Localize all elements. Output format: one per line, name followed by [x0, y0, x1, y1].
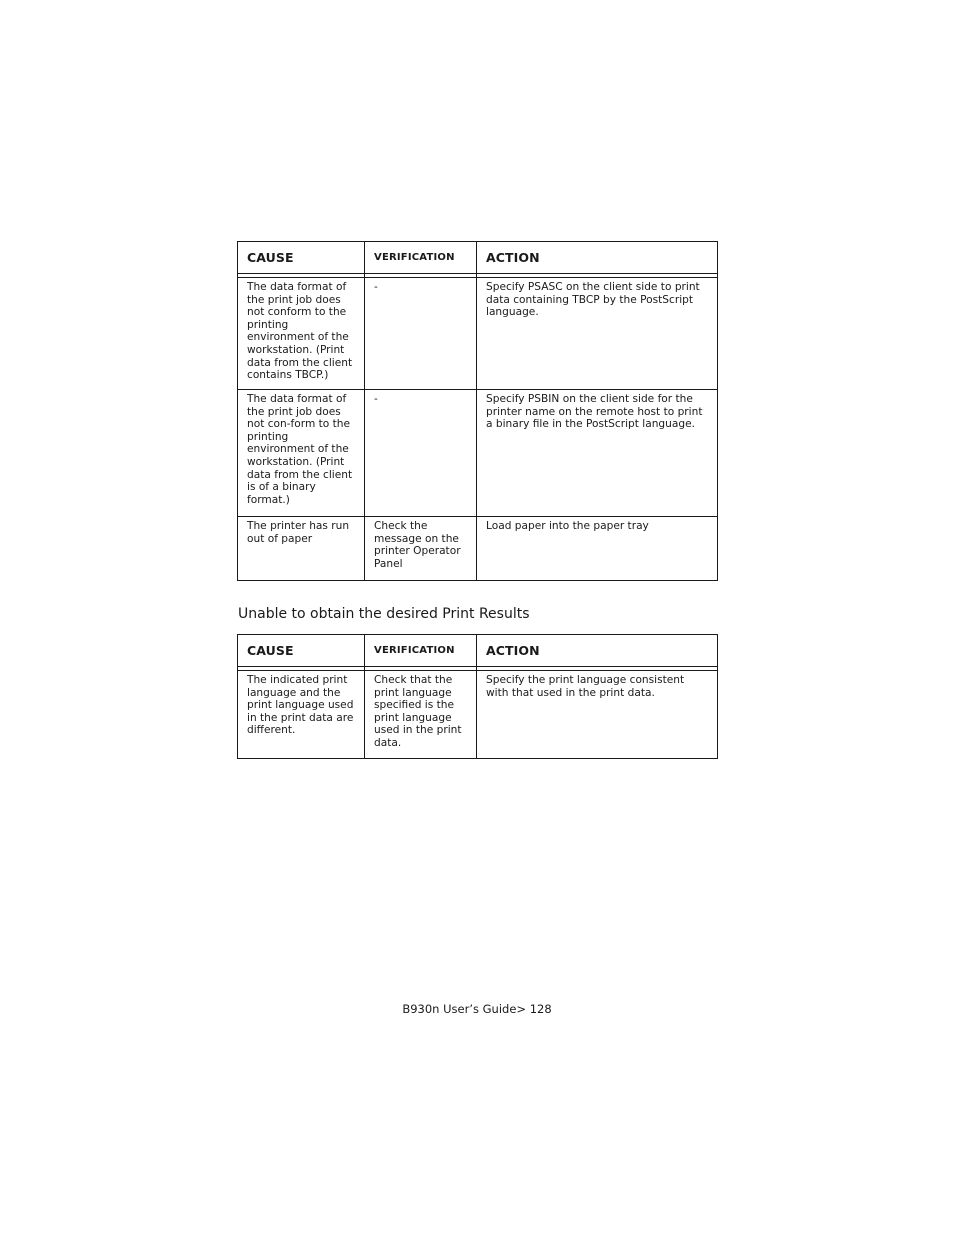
action-cell: Specify PSASC on the client side to print data containing TBCP by the PostScript language.: [477, 278, 718, 390]
verification-cell: -: [365, 278, 477, 390]
verification-cell: Check that the print language specified is the print language used in the print data.: [365, 671, 477, 759]
table-row: [238, 390, 718, 517]
action-cell: Specify PSBIN on the client side for the printer name on the remote host to print a binary file in the PostScript language.: [477, 390, 718, 517]
page-footer: B930n User’s Guide> 128: [402, 1002, 552, 1016]
verification-cell: Check the message on the printer Operator Panel: [365, 517, 477, 581]
table-header-row: [238, 635, 718, 667]
cause-cell: The data format of the print job does not conform to the printing environment of the workstation. (Print data from the client contains TBCP.): [238, 278, 365, 390]
column-header-action: ACTION: [477, 635, 718, 667]
column-header-cause: CAUSE: [238, 635, 365, 667]
table-row: [238, 517, 718, 581]
table-row: [238, 671, 718, 759]
action-cell: Load paper into the paper tray: [477, 517, 718, 581]
action-cell: Specify the print language consistent with that used in the print data.: [477, 671, 718, 759]
column-header-cause: CAUSE: [238, 242, 365, 274]
column-header-verification: VERIFICATION: [365, 242, 477, 274]
section-title: Unable to obtain the desired Print Results: [238, 606, 530, 622]
cause-cell: The printer has run out of paper: [238, 517, 365, 581]
troubleshooting-table-1: [237, 241, 718, 581]
column-header-verification: VERIFICATION: [365, 635, 477, 667]
table-row: [238, 278, 718, 390]
cause-cell: The data format of the print job does not con-form to the printing environment of the workstation. (Print data from the client is of a binary format.): [238, 390, 365, 517]
verification-cell: -: [365, 390, 477, 517]
troubleshooting-table-2: [237, 634, 718, 759]
column-header-action: ACTION: [477, 242, 718, 274]
cause-cell: The indicated print language and the print language used in the print data are different.: [238, 671, 365, 759]
table-header-row: [238, 242, 718, 274]
